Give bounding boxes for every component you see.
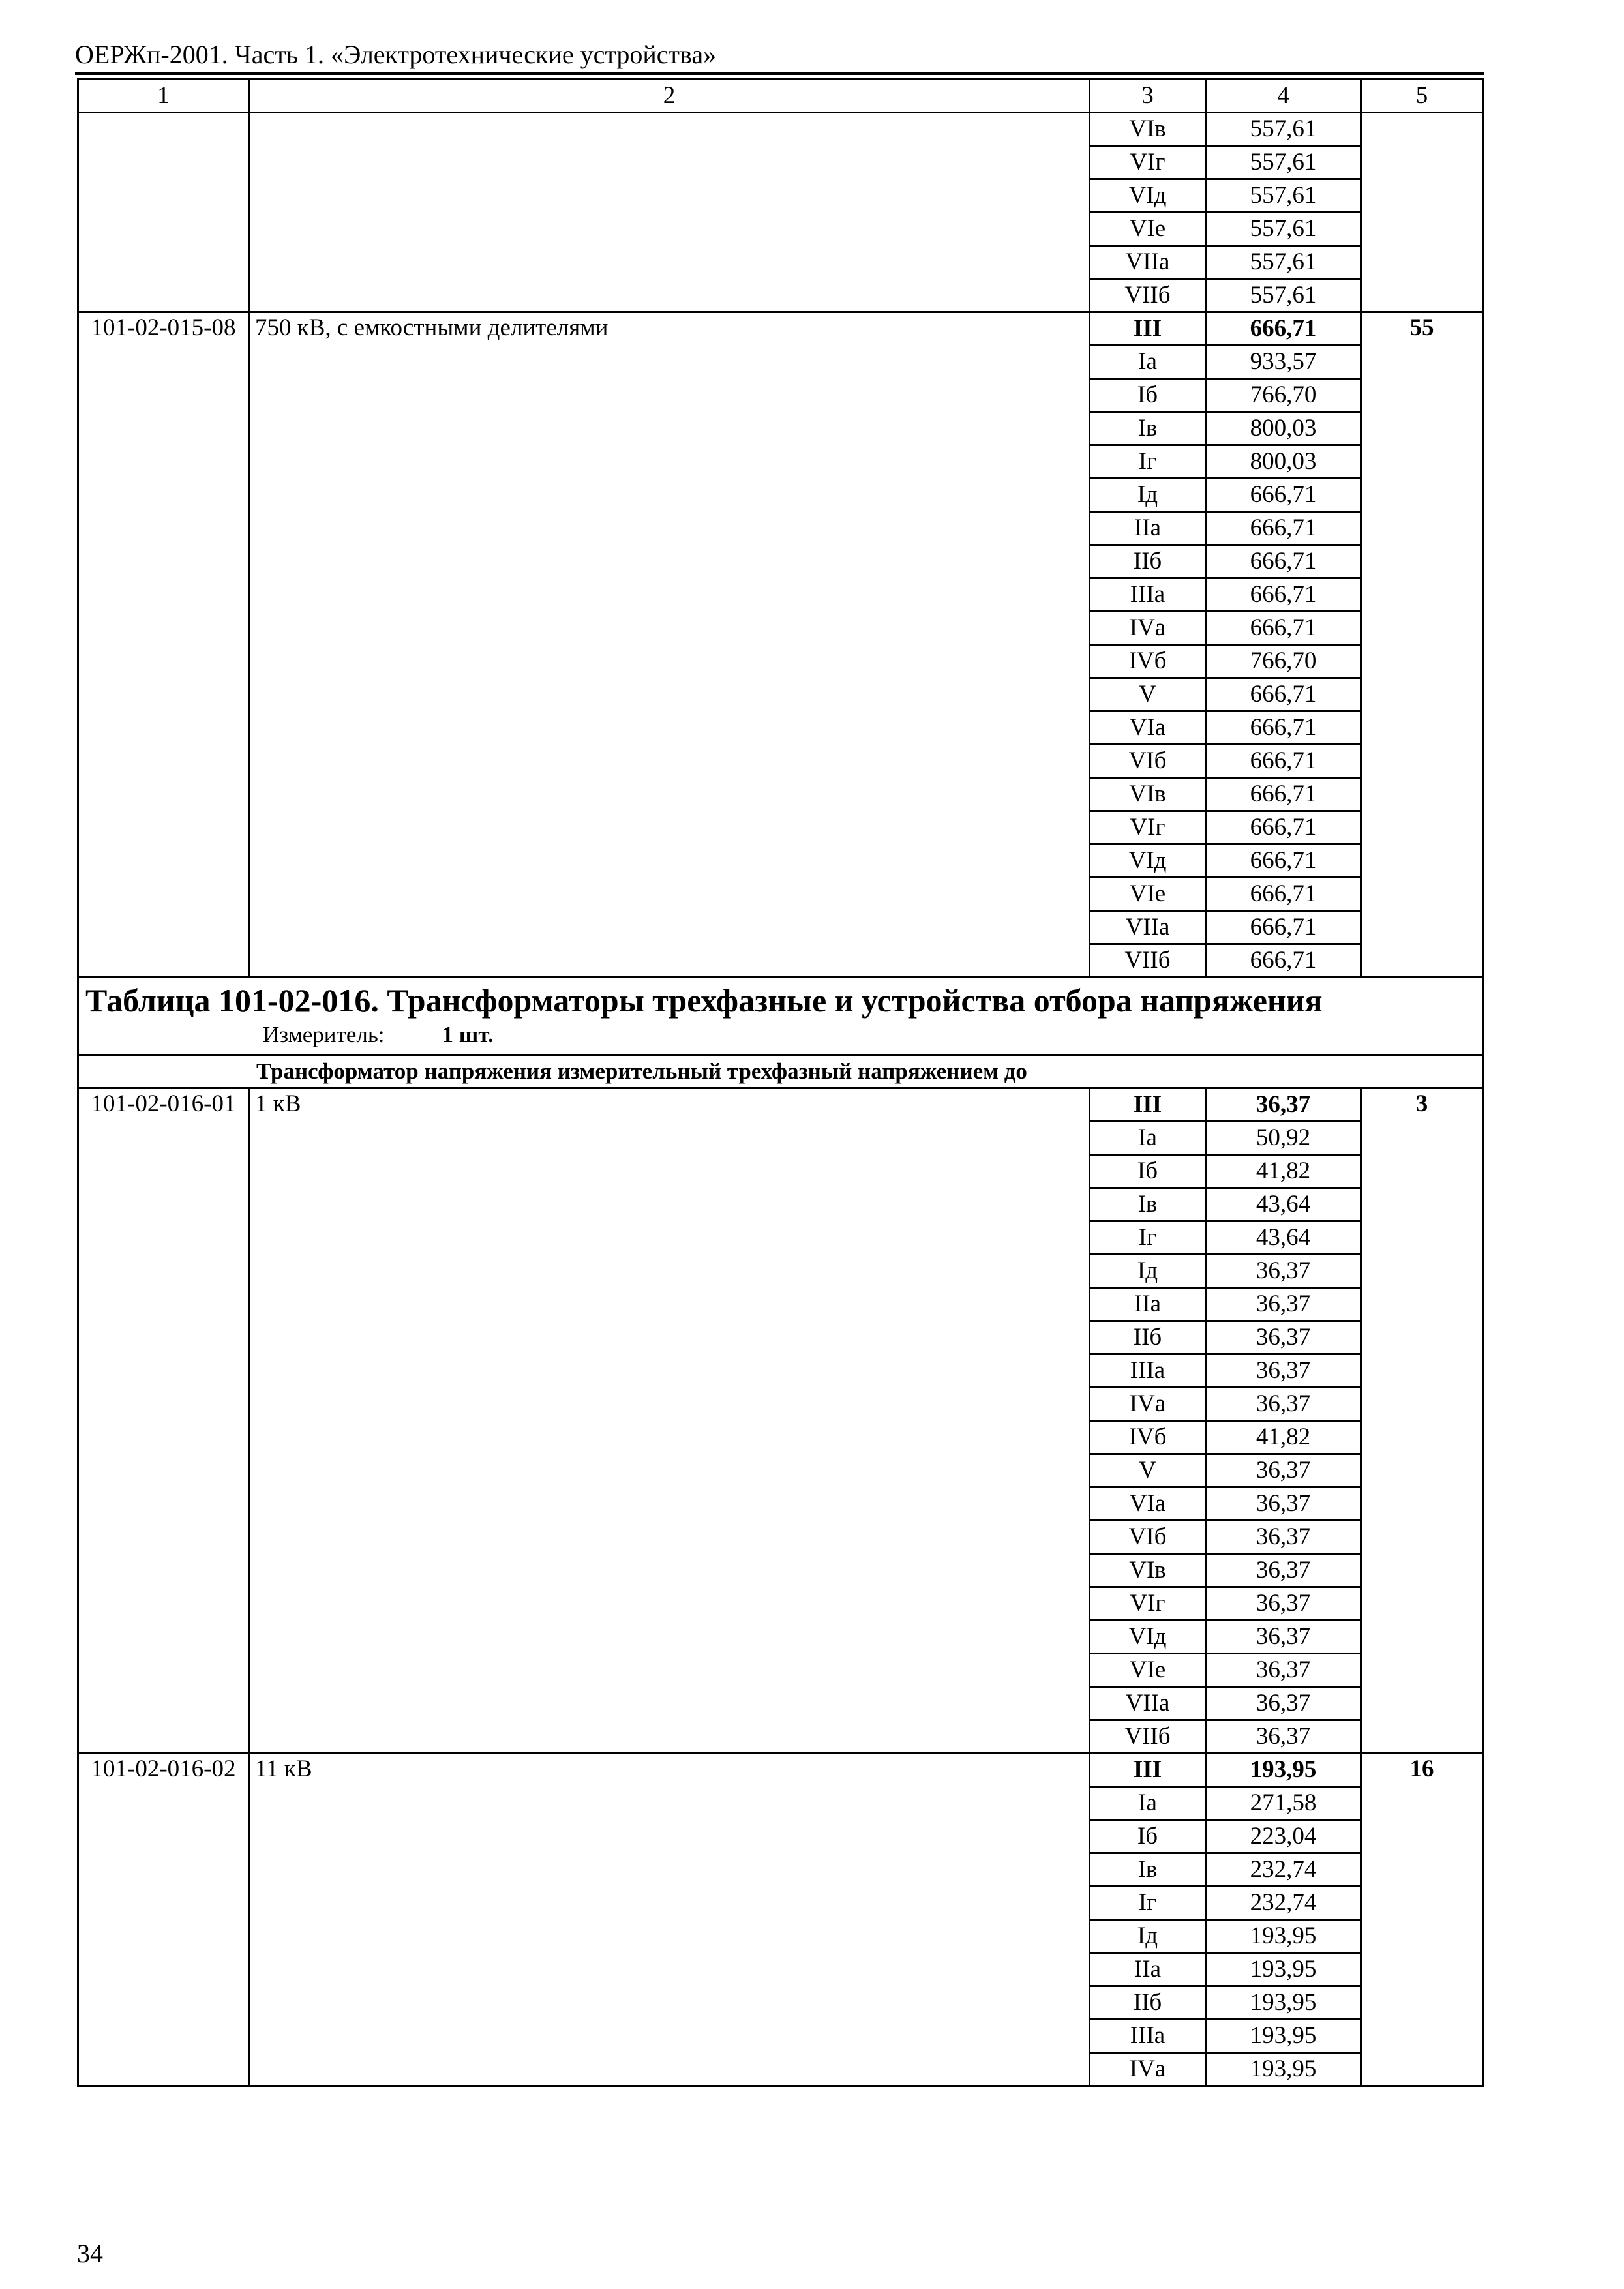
rate-cell: 36,37 [1206, 1521, 1361, 1554]
region-cell: Iа [1090, 1787, 1206, 1820]
item-code: 101-02-016-02 [78, 1754, 249, 2086]
rate-cell: 666,71 [1206, 911, 1361, 944]
region-cell: VIв [1090, 778, 1206, 811]
table-row [78, 312, 1483, 346]
meter-label: Измеритель: [263, 1022, 385, 1047]
rate-cell: 766,70 [1206, 379, 1361, 412]
region-cell: IIб [1090, 1986, 1206, 2020]
region-cell: Iг [1090, 445, 1206, 479]
region-cell: IIIа [1090, 1354, 1206, 1388]
region-cell: VIа [1090, 711, 1206, 745]
region-cell: Iв [1090, 1188, 1206, 1221]
region-cell: VIIа [1090, 911, 1206, 944]
region-cell: IIIа [1090, 2020, 1206, 2053]
region-cell: Iв [1090, 412, 1206, 445]
rate-cell: 666,71 [1206, 745, 1361, 778]
rate-cell: 41,82 [1206, 1421, 1361, 1454]
region-cell: VIа [1090, 1488, 1206, 1521]
region-cell: Iа [1090, 346, 1206, 379]
region-cell: IIб [1090, 1321, 1206, 1354]
table-title: Таблица 101-02-016. Трансформаторы трехфазные и устройства отбора напряжения [85, 982, 1323, 1019]
region-cell: IIа [1090, 1288, 1206, 1321]
rate-cell: 36,37 [1206, 1587, 1361, 1621]
rate-cell: 223,04 [1206, 1820, 1361, 1853]
rate-cell: 557,61 [1206, 179, 1361, 213]
rate-cell: 36,37 [1206, 1687, 1361, 1720]
meter-value: 1 шт. [442, 1022, 494, 1047]
region-cell: IVа [1090, 1388, 1206, 1421]
rate-cell: 41,82 [1206, 1155, 1361, 1188]
rate-cell: 43,64 [1206, 1188, 1361, 1221]
rate-cell: 36,37 [1206, 1621, 1361, 1654]
table-title-row [78, 978, 1483, 1055]
rate-cell: 666,71 [1206, 479, 1361, 512]
item-code [78, 113, 249, 312]
region-cell: VIIа [1090, 1687, 1206, 1720]
table-row [78, 1754, 1483, 1787]
region-cell: Iд [1090, 1255, 1206, 1288]
region-cell: VIIа [1090, 246, 1206, 279]
rate-cell: 193,95 [1206, 1986, 1361, 2020]
region-cell: Iб [1090, 1820, 1206, 1853]
region-cell: III [1090, 1754, 1206, 1787]
rate-cell: 232,74 [1206, 1853, 1361, 1887]
rate-cell: 271,58 [1206, 1787, 1361, 1820]
region-cell: IIа [1090, 1953, 1206, 1986]
column-number: 1 [78, 80, 249, 113]
subheading: Трансформатор напряжения измерительный трехфазный напряжением до [78, 1055, 1483, 1088]
region-cell: VIд [1090, 179, 1206, 213]
rate-cell: 666,71 [1206, 811, 1361, 845]
rate-cell: 557,61 [1206, 146, 1361, 179]
region-cell: Iб [1090, 1155, 1206, 1188]
rate-cell: 43,64 [1206, 1221, 1361, 1255]
column-number: 3 [1090, 80, 1206, 113]
region-cell: IIа [1090, 512, 1206, 545]
rate-cell: 193,95 [1206, 1754, 1361, 1787]
rate-cell: 557,61 [1206, 213, 1361, 246]
rate-cell: 557,61 [1206, 113, 1361, 146]
table-row [78, 1088, 1483, 1122]
rate-cell: 666,71 [1206, 512, 1361, 545]
rate-cell: 800,03 [1206, 412, 1361, 445]
region-cell: Iб [1090, 379, 1206, 412]
rate-cell: 193,95 [1206, 1953, 1361, 1986]
rate-cell: 36,37 [1206, 1255, 1361, 1288]
region-cell: Iд [1090, 479, 1206, 512]
rate-cell: 666,71 [1206, 578, 1361, 612]
region-cell: Iд [1090, 1920, 1206, 1953]
rate-cell: 36,37 [1206, 1488, 1361, 1521]
rate-cell: 666,71 [1206, 878, 1361, 911]
region-cell: VIе [1090, 1654, 1206, 1687]
column-number: 2 [249, 80, 1090, 113]
region-cell: IIIа [1090, 578, 1206, 612]
rate-cell: 666,71 [1206, 312, 1361, 346]
rate-cell: 666,71 [1206, 678, 1361, 711]
region-cell: V [1090, 1454, 1206, 1488]
column-number-row [78, 80, 1483, 113]
region-cell: VIб [1090, 1521, 1206, 1554]
rate-cell: 36,37 [1206, 1088, 1361, 1122]
rate-cell: 36,37 [1206, 1654, 1361, 1687]
region-cell: Iг [1090, 1221, 1206, 1255]
rate-cell: 666,71 [1206, 944, 1361, 978]
rate-cell: 36,37 [1206, 1288, 1361, 1321]
rate-cell: 666,71 [1206, 612, 1361, 645]
unit-count: 55 [1361, 312, 1483, 978]
rate-cell: 193,95 [1206, 1920, 1361, 1953]
unit-count: 3 [1361, 1088, 1483, 1754]
rate-cell: 193,95 [1206, 2020, 1361, 2053]
rate-cell: 232,74 [1206, 1887, 1361, 1920]
item-code: 101-02-015-08 [78, 312, 249, 978]
region-cell: VIе [1090, 213, 1206, 246]
region-cell: IVб [1090, 645, 1206, 678]
region-cell: VIб [1090, 745, 1206, 778]
rates-table [77, 78, 1484, 2087]
region-cell: Iв [1090, 1853, 1206, 1887]
region-cell: V [1090, 678, 1206, 711]
item-name: 750 кВ, с емкостными делителями [249, 312, 1090, 978]
rate-cell: 766,70 [1206, 645, 1361, 678]
region-cell: Iг [1090, 1887, 1206, 1920]
rate-cell: 666,71 [1206, 545, 1361, 578]
rate-cell: 36,37 [1206, 1354, 1361, 1388]
region-cell: Iа [1090, 1122, 1206, 1155]
region-cell: VIIб [1090, 944, 1206, 978]
unit-count: 16 [1361, 1754, 1483, 2086]
rate-cell: 36,37 [1206, 1321, 1361, 1354]
table-title-block [78, 978, 1483, 1055]
region-cell: VIIб [1090, 279, 1206, 312]
region-cell: VIг [1090, 1587, 1206, 1621]
region-cell: VIг [1090, 811, 1206, 845]
item-code: 101-02-016-01 [78, 1088, 249, 1754]
subheading-row [78, 1055, 1483, 1088]
rate-cell: 36,37 [1206, 1720, 1361, 1754]
rate-cell: 557,61 [1206, 279, 1361, 312]
rate-cell: 50,92 [1206, 1122, 1361, 1155]
region-cell: IVа [1090, 612, 1206, 645]
region-cell: VIд [1090, 845, 1206, 878]
region-cell: VIв [1090, 1554, 1206, 1587]
page-number: 34 [77, 2239, 103, 2268]
rate-cell: 36,37 [1206, 1554, 1361, 1587]
column-number: 4 [1206, 80, 1361, 113]
rate-cell: 666,71 [1206, 778, 1361, 811]
region-cell: IIб [1090, 545, 1206, 578]
rate-cell: 36,37 [1206, 1454, 1361, 1488]
rate-cell: 36,37 [1206, 1388, 1361, 1421]
rate-cell: 800,03 [1206, 445, 1361, 479]
region-cell: IVа [1090, 2053, 1206, 2086]
unit-count [1361, 113, 1483, 312]
region-cell: IVб [1090, 1421, 1206, 1454]
region-cell: III [1090, 1088, 1206, 1122]
column-number: 5 [1361, 80, 1483, 113]
header-rule [75, 72, 1484, 75]
region-cell: III [1090, 312, 1206, 346]
item-name: 1 кВ [249, 1088, 1090, 1754]
meter-line [85, 1020, 1482, 1050]
region-cell: VIIб [1090, 1720, 1206, 1754]
rate-cell: 557,61 [1206, 246, 1361, 279]
rate-cell: 666,71 [1206, 845, 1361, 878]
rate-cell: 193,95 [1206, 2053, 1361, 2086]
rate-cell: 933,57 [1206, 346, 1361, 379]
item-name: 11 кВ [249, 1754, 1090, 2086]
region-cell: VIд [1090, 1621, 1206, 1654]
region-cell: VIв [1090, 113, 1206, 146]
region-cell: VIг [1090, 146, 1206, 179]
table-row [78, 113, 1483, 146]
region-cell: VIе [1090, 878, 1206, 911]
rate-cell: 666,71 [1206, 711, 1361, 745]
running-header: ОЕРЖп-2001. Часть 1. «Электротехнические устройства» [75, 40, 717, 69]
item-name [249, 113, 1090, 312]
